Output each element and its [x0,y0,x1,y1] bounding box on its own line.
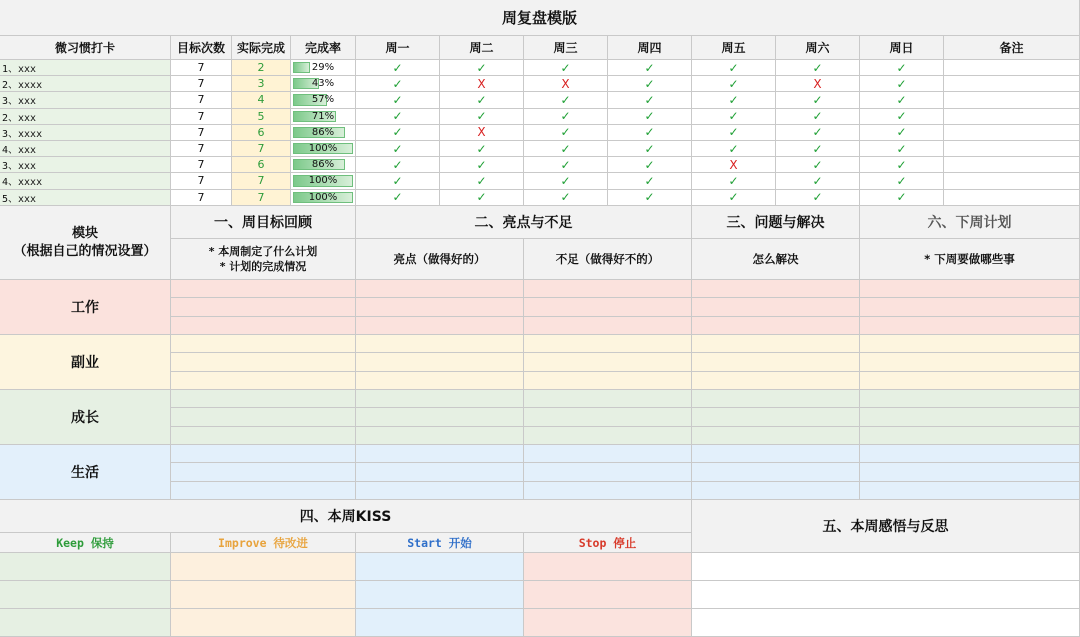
check-mark[interactable]: ✓ [440,157,524,173]
target-count[interactable]: 7 [171,173,232,189]
check-mark[interactable]: ✓ [860,125,944,141]
check-mark[interactable]: ✓ [776,92,860,108]
review-cell[interactable] [860,372,1080,390]
reflection-cell[interactable] [692,609,1080,637]
check-mark[interactable]: ✓ [440,60,524,76]
check-mark[interactable]: ✓ [608,76,692,92]
review-cell[interactable] [860,463,1080,481]
check-mark[interactable]: ✓ [776,173,860,189]
kiss-improve-cell[interactable] [171,581,356,609]
reflection-title: 五、本周感悟与反思 [692,500,1080,553]
target-count[interactable]: 7 [171,109,232,125]
kiss-keep-cell[interactable] [0,553,171,581]
target-count[interactable]: 7 [171,92,232,108]
review-cell[interactable] [171,353,356,371]
check-mark[interactable]: ✓ [608,109,692,125]
review-cell[interactable] [356,335,524,353]
check-mark[interactable]: ✓ [860,173,944,189]
actual-header: 实际完成 [232,36,291,60]
review-cell[interactable] [171,463,356,481]
completion-rate: 86% [311,126,335,138]
review-cell[interactable] [860,335,1080,353]
check-mark[interactable]: ✓ [524,92,608,108]
check-mark[interactable]: ✓ [356,141,440,157]
review-cell[interactable] [524,427,692,445]
review-cell[interactable] [356,372,524,390]
check-mark[interactable]: ✓ [692,60,776,76]
review-cell[interactable] [860,427,1080,445]
check-mark[interactable]: ✓ [524,190,608,206]
plan-prompt: * 本周制定了什么计划 [208,245,318,258]
check-mark[interactable]: ✓ [524,109,608,125]
review-cell[interactable] [171,390,356,408]
check-mark[interactable]: ✓ [356,92,440,108]
check-mark[interactable]: ✓ [356,173,440,189]
section-2-title: 二、亮点与不足 [356,206,692,239]
check-mark[interactable]: ✓ [860,92,944,108]
review-cell[interactable] [524,353,692,371]
review-cell[interactable] [356,408,524,426]
check-mark[interactable]: ✓ [524,141,608,157]
solution-subtitle: 怎么解决 [692,239,860,280]
review-cell[interactable] [860,280,1080,298]
review-cell[interactable] [171,445,356,463]
next-week-subtitle: * 下周要做哪些事 [860,239,1080,280]
habit-name[interactable]: 1、xxx [0,60,171,76]
review-cell[interactable] [692,427,860,445]
check-mark[interactable]: ✓ [776,157,860,173]
review-cell[interactable] [356,445,524,463]
review-cell[interactable] [692,445,860,463]
check-mark[interactable]: ✓ [692,109,776,125]
check-mark[interactable]: ✓ [608,141,692,157]
day-header-4: 周五 [692,36,776,60]
completion-rate: 57% [311,94,335,106]
check-mark[interactable]: ✓ [692,141,776,157]
actual-count[interactable]: 6 [232,157,291,173]
kiss-keep-cell[interactable] [0,581,171,609]
review-cell[interactable] [692,463,860,481]
actual-count[interactable]: 2 [232,60,291,76]
review-cell[interactable] [692,482,860,500]
check-mark[interactable]: ✓ [440,190,524,206]
habit-name[interactable]: 4、xxxx [0,173,171,189]
check-mark[interactable]: ✓ [860,157,944,173]
habit-name[interactable]: 3、xxx [0,157,171,173]
check-mark[interactable]: ✓ [776,60,860,76]
habit-name[interactable]: 2、xxxx [0,76,171,92]
check-mark[interactable]: ✓ [692,173,776,189]
review-cell[interactable] [860,390,1080,408]
check-mark[interactable]: ✓ [776,125,860,141]
day-header-1: 周二 [440,36,524,60]
highlights-subtitle: 亮点（做得好的） [356,239,524,280]
completion-rate: 43% [311,78,335,90]
review-cell[interactable] [171,427,356,445]
check-mark[interactable]: ✓ [524,60,608,76]
review-cell[interactable] [692,408,860,426]
completion-rate-cell [291,125,356,141]
review-cell[interactable] [524,372,692,390]
review-cell[interactable] [860,317,1080,335]
check-mark[interactable]: ✓ [356,157,440,173]
review-cell[interactable] [692,372,860,390]
completion-prompt: * 计划的完成情况 [219,260,307,273]
check-mark[interactable]: ✓ [440,173,524,189]
review-cell[interactable] [860,353,1080,371]
review-cell[interactable] [524,463,692,481]
actual-count[interactable]: 3 [232,76,291,92]
review-cell[interactable] [356,280,524,298]
note-cell[interactable] [944,190,1080,206]
reflection-cell[interactable] [692,553,1080,581]
check-mark[interactable]: ✓ [860,60,944,76]
review-cell[interactable] [524,445,692,463]
target-count[interactable]: 7 [171,190,232,206]
rate-header: 完成率 [291,36,356,60]
cross-mark[interactable]: X [692,157,776,173]
day-header-2: 周三 [524,36,608,60]
completion-rate-cell [291,141,356,157]
review-cell[interactable] [356,482,524,500]
check-mark[interactable]: ✓ [356,60,440,76]
section-6-title: 六、下周计划 [860,206,1080,239]
note-cell[interactable] [944,125,1080,141]
note-cell[interactable] [944,92,1080,108]
day-header-0: 周一 [356,36,440,60]
completion-rate-cell [291,109,356,125]
habit-name[interactable]: 5、xxx [0,190,171,206]
habit-header: 微习惯打卡 [0,36,171,60]
check-mark[interactable]: ✓ [608,157,692,173]
kiss-title: 四、本周KISS [0,500,692,533]
module-label: 成长 [0,390,171,445]
review-cell[interactable] [524,298,692,316]
review-cell[interactable] [524,280,692,298]
kiss-stop-header: Stop 停止 [524,533,692,553]
check-mark[interactable]: ✓ [356,190,440,206]
section-1-title: 一、周目标回顾 [171,206,356,239]
check-mark[interactable]: ✓ [524,157,608,173]
review-cell[interactable] [524,335,692,353]
review-cell[interactable] [860,482,1080,500]
review-cell[interactable] [524,317,692,335]
review-cell[interactable] [356,353,524,371]
section-1-subtitle [171,239,356,280]
page-title: 周复盘模版 [0,0,1080,36]
cross-mark[interactable]: X [776,76,860,92]
completion-rate-cell [291,157,356,173]
kiss-keep-cell[interactable] [0,609,171,637]
review-cell[interactable] [171,280,356,298]
module-label: 工作 [0,280,171,335]
completion-rate-cell [291,190,356,206]
completion-rate-cell [291,76,356,92]
target-count[interactable]: 7 [171,76,232,92]
completion-rate: 100% [308,143,338,155]
actual-count[interactable]: 7 [232,190,291,206]
review-cell[interactable] [356,390,524,408]
review-cell[interactable] [860,298,1080,316]
check-mark[interactable]: ✓ [692,125,776,141]
check-mark[interactable]: ✓ [860,141,944,157]
habit-name[interactable]: 3、xxxx [0,125,171,141]
review-cell[interactable] [356,427,524,445]
note-cell[interactable] [944,76,1080,92]
habit-name[interactable]: 2、xxx [0,109,171,125]
review-cell[interactable] [171,408,356,426]
review-cell[interactable] [692,390,860,408]
target-header: 目标次数 [171,36,232,60]
check-mark[interactable]: ✓ [356,109,440,125]
completion-rate-cell [291,60,356,76]
review-cell[interactable] [171,317,356,335]
day-header-3: 周四 [608,36,692,60]
review-cell[interactable] [171,335,356,353]
completion-rate-cell [291,92,356,108]
review-cell[interactable] [356,298,524,316]
check-mark[interactable]: ✓ [356,76,440,92]
day-header-6: 周日 [860,36,944,60]
actual-count[interactable]: 7 [232,173,291,189]
cross-mark[interactable]: X [440,76,524,92]
target-count[interactable]: 7 [171,60,232,76]
review-cell[interactable] [692,353,860,371]
completion-rate: 100% [308,191,338,203]
kiss-stop-cell[interactable] [524,581,692,609]
completion-rate-cell [291,173,356,189]
target-count[interactable]: 7 [171,125,232,141]
module-header [0,206,171,280]
target-count[interactable]: 7 [171,141,232,157]
kiss-improve-cell[interactable] [171,609,356,637]
completion-bar [293,62,310,73]
note-cell[interactable] [944,173,1080,189]
check-mark[interactable]: ✓ [608,173,692,189]
cross-mark[interactable]: X [440,125,524,141]
check-mark[interactable]: ✓ [860,109,944,125]
review-cell[interactable] [171,482,356,500]
check-mark[interactable]: ✓ [524,173,608,189]
module-label: 生活 [0,445,171,500]
check-mark[interactable]: ✓ [608,92,692,108]
kiss-start-cell[interactable] [356,553,524,581]
module-label: 副业 [0,335,171,390]
note-cell[interactable] [944,157,1080,173]
kiss-keep-header: Keep 保持 [0,533,171,553]
check-mark[interactable]: ✓ [692,76,776,92]
review-cell[interactable] [356,317,524,335]
habit-name[interactable]: 3、xxx [0,92,171,108]
check-mark[interactable]: ✓ [608,125,692,141]
review-cell[interactable] [692,317,860,335]
note-header: 备注 [944,36,1080,60]
actual-count[interactable]: 6 [232,125,291,141]
completion-rate: 29% [311,62,335,74]
actual-count[interactable]: 4 [232,92,291,108]
review-cell[interactable] [692,298,860,316]
note-cell[interactable] [944,141,1080,157]
note-cell[interactable] [944,109,1080,125]
cross-mark[interactable]: X [524,76,608,92]
reflection-cell[interactable] [692,581,1080,609]
check-mark[interactable]: ✓ [776,109,860,125]
check-mark[interactable]: ✓ [692,92,776,108]
completion-rate: 86% [311,159,335,171]
actual-count[interactable]: 7 [232,141,291,157]
review-cell[interactable] [524,390,692,408]
check-mark[interactable]: ✓ [608,60,692,76]
section-3-title: 三、问题与解决 [692,206,860,239]
review-cell[interactable] [171,298,356,316]
kiss-improve-cell[interactable] [171,553,356,581]
check-mark[interactable]: ✓ [356,125,440,141]
check-mark[interactable]: ✓ [776,141,860,157]
review-cell[interactable] [524,408,692,426]
check-mark[interactable]: ✓ [440,109,524,125]
review-cell[interactable] [171,372,356,390]
completion-rate: 71% [311,110,335,122]
check-mark[interactable]: ✓ [692,190,776,206]
actual-count[interactable]: 5 [232,109,291,125]
review-cell[interactable] [860,408,1080,426]
check-mark[interactable]: ✓ [776,190,860,206]
check-mark[interactable]: ✓ [608,190,692,206]
kiss-start-cell[interactable] [356,581,524,609]
kiss-stop-cell[interactable] [524,609,692,637]
review-cell[interactable] [692,280,860,298]
check-mark[interactable]: ✓ [524,125,608,141]
module-note: （根据自己的情况设置） [13,243,157,259]
kiss-start-header: Start 开始 [356,533,524,553]
note-cell[interactable] [944,60,1080,76]
habit-name[interactable]: 4、xxx [0,141,171,157]
kiss-stop-cell[interactable] [524,553,692,581]
check-mark[interactable]: ✓ [440,141,524,157]
review-cell[interactable] [524,482,692,500]
module-title: 模块 [71,225,98,241]
shortcomings-subtitle: 不足（做得好不的） [524,239,692,280]
kiss-improve-header: Improve 待改进 [171,533,356,553]
check-mark[interactable]: ✓ [860,190,944,206]
day-header-5: 周六 [776,36,860,60]
completion-rate: 100% [308,175,338,187]
kiss-start-cell[interactable] [356,609,524,637]
target-count[interactable]: 7 [171,157,232,173]
review-cell[interactable] [692,335,860,353]
review-cell[interactable] [356,463,524,481]
check-mark[interactable]: ✓ [860,76,944,92]
check-mark[interactable]: ✓ [440,92,524,108]
review-cell[interactable] [860,445,1080,463]
